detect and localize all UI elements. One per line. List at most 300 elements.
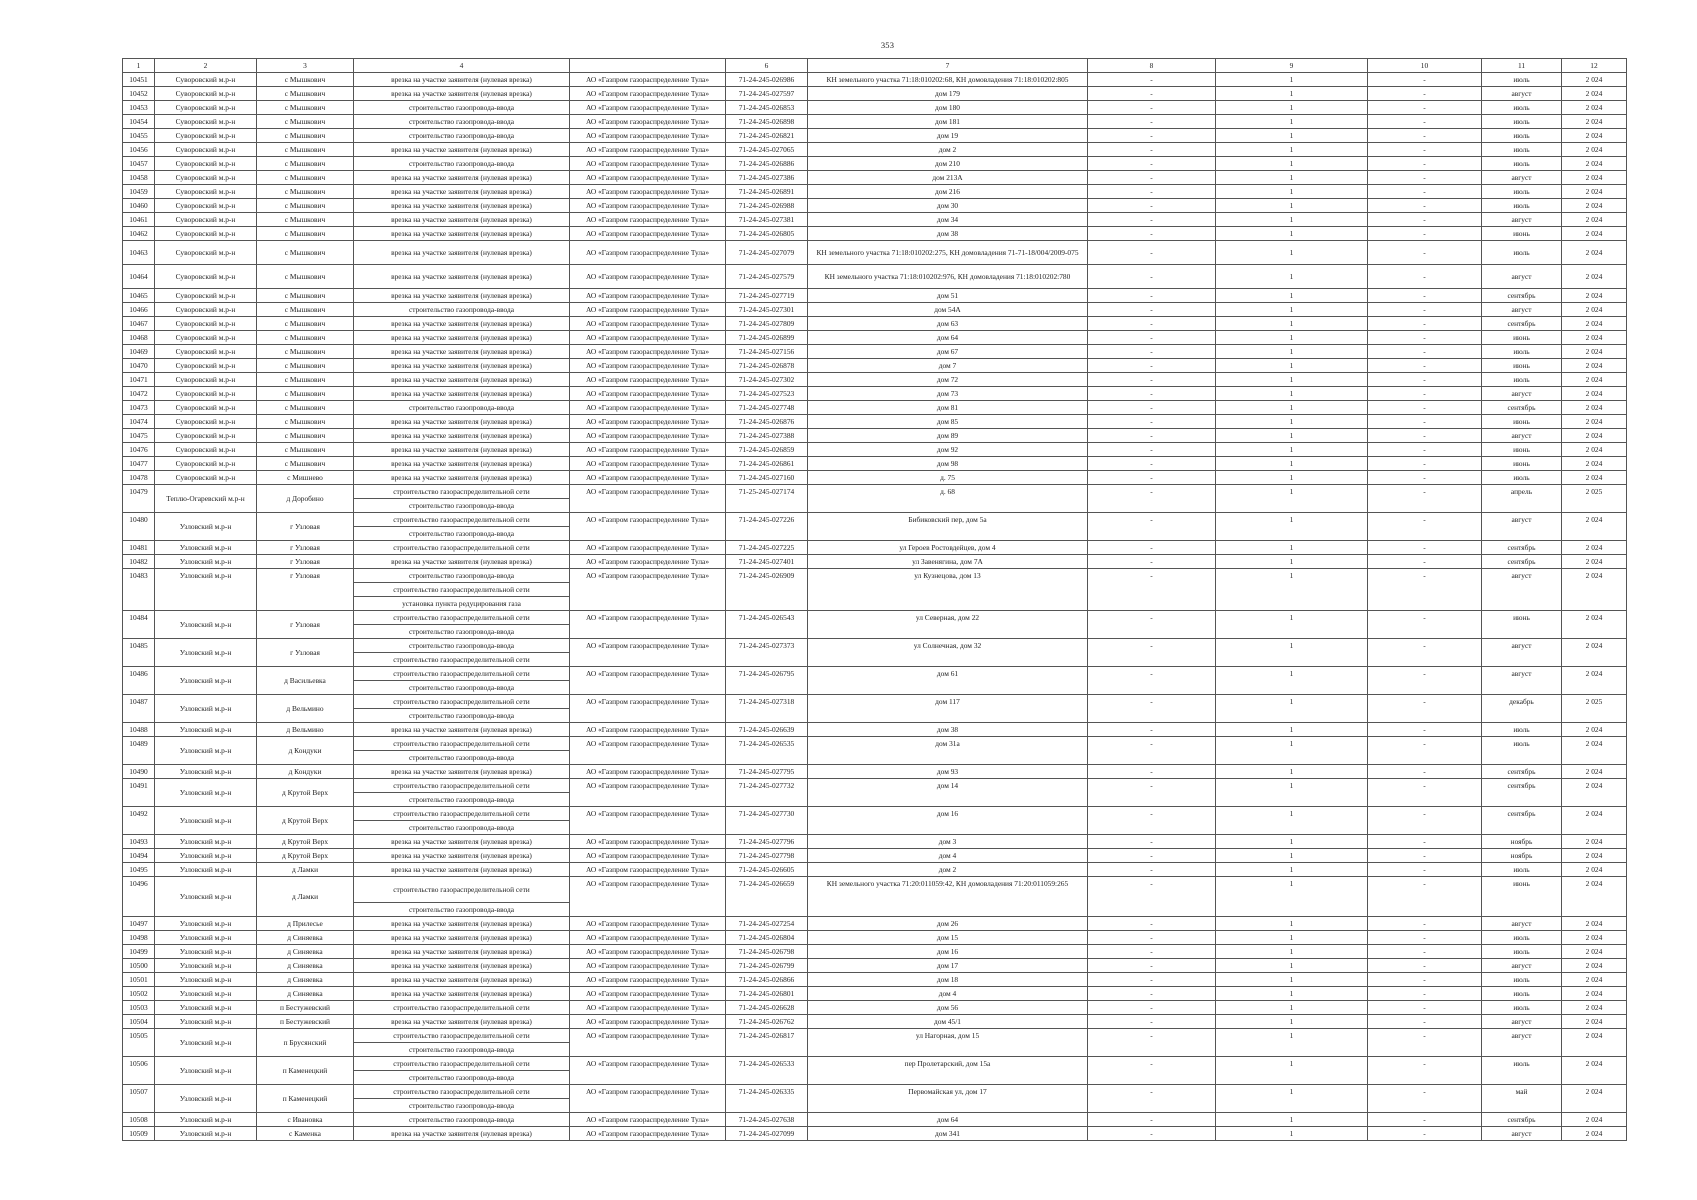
row-number: 10493 bbox=[123, 835, 155, 849]
organization: АО «Газпром газораспределение Тула» bbox=[570, 973, 726, 987]
col-8: - bbox=[1088, 667, 1216, 695]
year: 2 024 bbox=[1562, 87, 1627, 101]
work-type: строительство газопровода-ввода bbox=[354, 625, 570, 639]
organization: АО «Газпром газораспределение Тула» bbox=[570, 611, 726, 639]
address: дом 92 bbox=[808, 443, 1088, 457]
quantity: 1 bbox=[1216, 199, 1368, 213]
request-code: 71-24-245-026861 bbox=[726, 457, 808, 471]
work-type: врезка на участке заявителя (нулевая врезка) bbox=[354, 185, 570, 199]
settlement: г Узловая bbox=[257, 555, 354, 569]
table-row bbox=[123, 387, 1627, 401]
work-type: врезка на участке заявителя (нулевая врезка) bbox=[354, 959, 570, 973]
work-type: строительство газораспределительной сети bbox=[354, 485, 570, 499]
district: Узловский м.р-н bbox=[155, 931, 257, 945]
col-10: - bbox=[1368, 359, 1482, 373]
col-8: - bbox=[1088, 87, 1216, 101]
address: КН земельного участка 71:20:011059:42, КН домовладения 71:20:011059:265 bbox=[808, 877, 1088, 917]
month: сентябрь bbox=[1482, 401, 1562, 415]
table-row bbox=[123, 541, 1627, 555]
year: 2 024 bbox=[1562, 157, 1627, 171]
work-type: врезка на участке заявителя (нулевая врезка) bbox=[354, 73, 570, 87]
organization: АО «Газпром газораспределение Тула» bbox=[570, 987, 726, 1001]
year: 2 024 bbox=[1562, 555, 1627, 569]
year: 2 024 bbox=[1562, 737, 1627, 765]
month: июль bbox=[1482, 723, 1562, 737]
settlement: с Мышкович bbox=[257, 87, 354, 101]
address: дом 67 bbox=[808, 345, 1088, 359]
col-10: - bbox=[1368, 569, 1482, 611]
col-10: - bbox=[1368, 541, 1482, 555]
settlement: д Ламки bbox=[257, 863, 354, 877]
address: дом 72 bbox=[808, 373, 1088, 387]
address: дом 16 bbox=[808, 807, 1088, 835]
work-type: врезка на участке заявителя (нулевая врезка) bbox=[354, 973, 570, 987]
table-row bbox=[123, 289, 1627, 303]
year: 2 024 bbox=[1562, 569, 1627, 611]
organization: АО «Газпром газораспределение Тула» bbox=[570, 73, 726, 87]
organization: АО «Газпром газораспределение Тула» bbox=[570, 129, 726, 143]
table-row bbox=[123, 513, 1627, 527]
district: Суворовский м.р-н bbox=[155, 87, 257, 101]
year: 2 024 bbox=[1562, 241, 1627, 265]
request-code: 71-24-245-027301 bbox=[726, 303, 808, 317]
table-row bbox=[123, 471, 1627, 485]
year: 2 024 bbox=[1562, 863, 1627, 877]
settlement: с Мышкович bbox=[257, 185, 354, 199]
district: Узловский м.р-н bbox=[155, 513, 257, 541]
address: КН земельного участка 71:18:010202:275, КН домовладения 71-71-18/004/2009-075 bbox=[808, 241, 1088, 265]
district: Узловский м.р-н bbox=[155, 973, 257, 987]
address: дом 38 bbox=[808, 723, 1088, 737]
month: сентябрь bbox=[1482, 807, 1562, 835]
district: Узловский м.р-н bbox=[155, 835, 257, 849]
col-10: - bbox=[1368, 863, 1482, 877]
col-10: - bbox=[1368, 765, 1482, 779]
year: 2 024 bbox=[1562, 541, 1627, 555]
work-type: строительство газопровода-ввода bbox=[354, 499, 570, 513]
request-code: 71-24-245-027386 bbox=[726, 171, 808, 185]
table-row bbox=[123, 401, 1627, 415]
quantity: 1 bbox=[1216, 639, 1368, 667]
row-number: 10506 bbox=[123, 1057, 155, 1085]
settlement: с Мышкович bbox=[257, 115, 354, 129]
organization: АО «Газпром газораспределение Тула» bbox=[570, 835, 726, 849]
col-8: - bbox=[1088, 415, 1216, 429]
col-8: - bbox=[1088, 835, 1216, 849]
organization: АО «Газпром газораспределение Тула» bbox=[570, 241, 726, 265]
settlement: д Кондуки bbox=[257, 765, 354, 779]
address: дом 51 bbox=[808, 289, 1088, 303]
year: 2 024 bbox=[1562, 345, 1627, 359]
organization: АО «Газпром газораспределение Тула» bbox=[570, 373, 726, 387]
col-8: - bbox=[1088, 471, 1216, 485]
organization: АО «Газпром газораспределение Тула» bbox=[570, 569, 726, 611]
row-number: 10468 bbox=[123, 331, 155, 345]
table-row bbox=[123, 863, 1627, 877]
settlement: с Мышкович bbox=[257, 227, 354, 241]
settlement: с Мышкович bbox=[257, 415, 354, 429]
table-row bbox=[123, 73, 1627, 87]
quantity: 1 bbox=[1216, 569, 1368, 611]
col-10: - bbox=[1368, 303, 1482, 317]
col-header-4: 4 bbox=[354, 59, 570, 73]
register-body bbox=[123, 73, 1627, 1141]
month: август bbox=[1482, 513, 1562, 541]
row-number: 10460 bbox=[123, 199, 155, 213]
settlement: д Синяевка bbox=[257, 945, 354, 959]
work-type: строительство газопровода-ввода bbox=[354, 681, 570, 695]
table-row bbox=[123, 143, 1627, 157]
work-type: строительство газопровода-ввода bbox=[354, 1071, 570, 1085]
work-type: строительство газопровода-ввода bbox=[354, 1043, 570, 1057]
row-number: 10463 bbox=[123, 241, 155, 265]
address: дом 18 bbox=[808, 973, 1088, 987]
settlement: с Мышкович bbox=[257, 373, 354, 387]
row-number: 10464 bbox=[123, 265, 155, 289]
col-8: - bbox=[1088, 115, 1216, 129]
request-code: 71-24-245-026795 bbox=[726, 667, 808, 695]
settlement: д Синяевка bbox=[257, 987, 354, 1001]
organization: АО «Газпром газораспределение Тула» bbox=[570, 555, 726, 569]
col-10: - bbox=[1368, 143, 1482, 157]
quantity: 1 bbox=[1216, 945, 1368, 959]
settlement: с Мышкович bbox=[257, 73, 354, 87]
district: Суворовский м.р-н bbox=[155, 317, 257, 331]
settlement: п Каменецкий bbox=[257, 1085, 354, 1113]
table-row bbox=[123, 171, 1627, 185]
quantity: 1 bbox=[1216, 611, 1368, 639]
month: август bbox=[1482, 303, 1562, 317]
settlement: с Мышкович bbox=[257, 101, 354, 115]
quantity: 1 bbox=[1216, 471, 1368, 485]
organization: АО «Газпром газораспределение Тула» bbox=[570, 101, 726, 115]
quantity: 1 bbox=[1216, 359, 1368, 373]
table-row bbox=[123, 331, 1627, 345]
col-8: - bbox=[1088, 199, 1216, 213]
col-10: - bbox=[1368, 959, 1482, 973]
work-type: врезка на участке заявителя (нулевая врезка) bbox=[354, 765, 570, 779]
col-8: - bbox=[1088, 359, 1216, 373]
quantity: 1 bbox=[1216, 917, 1368, 931]
organization: АО «Газпром газораспределение Тула» bbox=[570, 443, 726, 457]
district: Суворовский м.р-н bbox=[155, 171, 257, 185]
year: 2 024 bbox=[1562, 331, 1627, 345]
district: Узловский м.р-н bbox=[155, 917, 257, 931]
district: Суворовский м.р-н bbox=[155, 143, 257, 157]
table-row bbox=[123, 779, 1627, 793]
district: Узловский м.р-н bbox=[155, 639, 257, 667]
quantity: 1 bbox=[1216, 289, 1368, 303]
request-code: 71-24-245-027254 bbox=[726, 917, 808, 931]
quantity: 1 bbox=[1216, 373, 1368, 387]
settlement: с Мышкович bbox=[257, 289, 354, 303]
col-10: - bbox=[1368, 373, 1482, 387]
month: август bbox=[1482, 265, 1562, 289]
col-10: - bbox=[1368, 973, 1482, 987]
organization: АО «Газпром газораспределение Тула» bbox=[570, 185, 726, 199]
month: июнь bbox=[1482, 877, 1562, 917]
work-type: врезка на участке заявителя (нулевая врезка) bbox=[354, 227, 570, 241]
organization: АО «Газпром газораспределение Тула» bbox=[570, 87, 726, 101]
page-number: 353 bbox=[880, 40, 895, 50]
col-10: - bbox=[1368, 345, 1482, 359]
request-code: 71-24-245-026804 bbox=[726, 931, 808, 945]
table-row bbox=[123, 213, 1627, 227]
table-row bbox=[123, 429, 1627, 443]
year: 2 024 bbox=[1562, 513, 1627, 541]
row-number: 10462 bbox=[123, 227, 155, 241]
month: июнь bbox=[1482, 443, 1562, 457]
district: Узловский м.р-н bbox=[155, 959, 257, 973]
year: 2 024 bbox=[1562, 987, 1627, 1001]
settlement: с Мышкович bbox=[257, 303, 354, 317]
quantity: 1 bbox=[1216, 555, 1368, 569]
quantity: 1 bbox=[1216, 1057, 1368, 1085]
month: ноябрь bbox=[1482, 835, 1562, 849]
col-8: - bbox=[1088, 973, 1216, 987]
quantity: 1 bbox=[1216, 973, 1368, 987]
work-type: врезка на участке заявителя (нулевая врезка) bbox=[354, 373, 570, 387]
month: май bbox=[1482, 1085, 1562, 1113]
request-code: 71-24-245-027156 bbox=[726, 345, 808, 359]
quantity: 1 bbox=[1216, 115, 1368, 129]
year: 2 024 bbox=[1562, 317, 1627, 331]
year: 2 024 bbox=[1562, 185, 1627, 199]
table-row bbox=[123, 737, 1627, 751]
col-header-1: 1 bbox=[123, 59, 155, 73]
col-8: - bbox=[1088, 345, 1216, 359]
request-code: 71-24-245-026886 bbox=[726, 157, 808, 171]
organization: АО «Газпром газораспределение Тула» bbox=[570, 317, 726, 331]
organization: АО «Газпром газораспределение Тула» bbox=[570, 429, 726, 443]
request-code: 71-24-245-026798 bbox=[726, 945, 808, 959]
district: Узловский м.р-н bbox=[155, 667, 257, 695]
request-code: 71-24-245-027401 bbox=[726, 555, 808, 569]
col-8: - bbox=[1088, 303, 1216, 317]
work-type: строительство газораспределительной сети bbox=[354, 1085, 570, 1099]
address: дом 213А bbox=[808, 171, 1088, 185]
request-code: 71-24-245-027719 bbox=[726, 289, 808, 303]
district: Суворовский м.р-н bbox=[155, 429, 257, 443]
request-code: 71-24-245-026909 bbox=[726, 569, 808, 611]
request-code: 71-24-245-026876 bbox=[726, 415, 808, 429]
address: дом 64 bbox=[808, 1113, 1088, 1127]
month: июль bbox=[1482, 129, 1562, 143]
row-number: 10467 bbox=[123, 317, 155, 331]
quantity: 1 bbox=[1216, 73, 1368, 87]
request-code: 71-24-245-027795 bbox=[726, 765, 808, 779]
settlement: г Узловая bbox=[257, 639, 354, 667]
col-10: - bbox=[1368, 835, 1482, 849]
col-8: - bbox=[1088, 1001, 1216, 1015]
request-code: 71-24-245-026853 bbox=[726, 101, 808, 115]
month: июнь bbox=[1482, 227, 1562, 241]
year: 2 024 bbox=[1562, 101, 1627, 115]
year: 2 024 bbox=[1562, 143, 1627, 157]
col-header-7: 7 bbox=[808, 59, 1088, 73]
district: Узловский м.р-н bbox=[155, 555, 257, 569]
address: дом 73 bbox=[808, 387, 1088, 401]
address: д. 68 bbox=[808, 485, 1088, 513]
settlement: д Синяевка bbox=[257, 973, 354, 987]
organization: АО «Газпром газораспределение Тула» bbox=[570, 863, 726, 877]
organization: АО «Газпром газораспределение Тула» bbox=[570, 1127, 726, 1141]
table-row bbox=[123, 1113, 1627, 1127]
organization: АО «Газпром газораспределение Тула» bbox=[570, 345, 726, 359]
month: сентябрь bbox=[1482, 555, 1562, 569]
organization: АО «Газпром газораспределение Тула» bbox=[570, 171, 726, 185]
district: Узловский м.р-н bbox=[155, 1015, 257, 1029]
quantity: 1 bbox=[1216, 331, 1368, 345]
col-10: - bbox=[1368, 1113, 1482, 1127]
district: Узловский м.р-н bbox=[155, 723, 257, 737]
organization: АО «Газпром газораспределение Тула» bbox=[570, 945, 726, 959]
col-8: - bbox=[1088, 443, 1216, 457]
request-code: 71-24-245-027226 bbox=[726, 513, 808, 541]
row-number: 10459 bbox=[123, 185, 155, 199]
quantity: 1 bbox=[1216, 443, 1368, 457]
table-row bbox=[123, 457, 1627, 471]
month: сентябрь bbox=[1482, 1113, 1562, 1127]
address: дом 2 bbox=[808, 143, 1088, 157]
address: дом 30 bbox=[808, 199, 1088, 213]
month: июль bbox=[1482, 471, 1562, 485]
quantity: 1 bbox=[1216, 171, 1368, 185]
request-code: 71-24-245-027065 bbox=[726, 143, 808, 157]
settlement: с Мышкович bbox=[257, 359, 354, 373]
quantity: 1 bbox=[1216, 513, 1368, 541]
table-row bbox=[123, 723, 1627, 737]
month: июнь bbox=[1482, 611, 1562, 639]
settlement: п Брусянский bbox=[257, 1029, 354, 1057]
year: 2 024 bbox=[1562, 265, 1627, 289]
organization: АО «Газпром газораспределение Тула» bbox=[570, 959, 726, 973]
address: пер Пролетарский, дом 15а bbox=[808, 1057, 1088, 1085]
address: дом 56 bbox=[808, 1001, 1088, 1015]
district: Суворовский м.р-н bbox=[155, 387, 257, 401]
month: июль bbox=[1482, 157, 1562, 171]
district: Суворовский м.р-н bbox=[155, 289, 257, 303]
col-10: - bbox=[1368, 485, 1482, 513]
organization: АО «Газпром газораспределение Тула» bbox=[570, 779, 726, 807]
col-8: - bbox=[1088, 639, 1216, 667]
request-code: 71-24-245-026639 bbox=[726, 723, 808, 737]
col-8: - bbox=[1088, 1029, 1216, 1057]
work-type: строительство газопровода-ввода bbox=[354, 821, 570, 835]
col-10: - bbox=[1368, 73, 1482, 87]
year: 2 025 bbox=[1562, 485, 1627, 513]
address: дом 7 bbox=[808, 359, 1088, 373]
request-code: 71-24-245-027732 bbox=[726, 779, 808, 807]
row-number: 10480 bbox=[123, 513, 155, 541]
work-type: строительство газораспределительной сети bbox=[354, 653, 570, 667]
row-number: 10508 bbox=[123, 1113, 155, 1127]
year: 2 024 bbox=[1562, 835, 1627, 849]
request-code: 71-24-245-026988 bbox=[726, 199, 808, 213]
col-header-11: 11 bbox=[1482, 59, 1562, 73]
address: дом 180 bbox=[808, 101, 1088, 115]
row-number: 10499 bbox=[123, 945, 155, 959]
quantity: 1 bbox=[1216, 317, 1368, 331]
address: дом 63 bbox=[808, 317, 1088, 331]
quantity: 1 bbox=[1216, 415, 1368, 429]
col-8: - bbox=[1088, 695, 1216, 723]
request-code: 71-24-245-026799 bbox=[726, 959, 808, 973]
work-type: строительство газопровода-ввода bbox=[354, 569, 570, 583]
settlement: д Кондуки bbox=[257, 737, 354, 765]
settlement: с Мышкович bbox=[257, 331, 354, 345]
col-10: - bbox=[1368, 331, 1482, 345]
year: 2 024 bbox=[1562, 959, 1627, 973]
row-number: 10471 bbox=[123, 373, 155, 387]
work-type: врезка на участке заявителя (нулевая врезка) bbox=[354, 289, 570, 303]
request-code: 71-24-245-026878 bbox=[726, 359, 808, 373]
row-number: 10455 bbox=[123, 129, 155, 143]
settlement: с Мышкович bbox=[257, 443, 354, 457]
col-8: - bbox=[1088, 555, 1216, 569]
table-row bbox=[123, 317, 1627, 331]
quantity: 1 bbox=[1216, 807, 1368, 835]
work-type: строительство газопровода-ввода bbox=[354, 751, 570, 765]
year: 2 024 bbox=[1562, 765, 1627, 779]
address: дом 4 bbox=[808, 987, 1088, 1001]
address: дом 54А bbox=[808, 303, 1088, 317]
quantity: 1 bbox=[1216, 129, 1368, 143]
organization: АО «Газпром газораспределение Тула» bbox=[570, 415, 726, 429]
quantity: 1 bbox=[1216, 387, 1368, 401]
row-number: 10495 bbox=[123, 863, 155, 877]
col-10: - bbox=[1368, 213, 1482, 227]
col-8: - bbox=[1088, 765, 1216, 779]
col-10: - bbox=[1368, 1015, 1482, 1029]
address: дом 3 bbox=[808, 835, 1088, 849]
year: 2 024 bbox=[1562, 443, 1627, 457]
month: июль bbox=[1482, 987, 1562, 1001]
col-10: - bbox=[1368, 555, 1482, 569]
address: ул Солнечная, дом 32 bbox=[808, 639, 1088, 667]
request-code: 71-24-245-027638 bbox=[726, 1113, 808, 1127]
request-code: 71-24-245-026821 bbox=[726, 129, 808, 143]
district: Суворовский м.р-н bbox=[155, 115, 257, 129]
address: дом 179 bbox=[808, 87, 1088, 101]
row-number: 10498 bbox=[123, 931, 155, 945]
work-type: врезка на участке заявителя (нулевая врезка) bbox=[354, 555, 570, 569]
district: Узловский м.р-н bbox=[155, 569, 257, 611]
address: дом 31а bbox=[808, 737, 1088, 765]
district: Узловский м.р-н bbox=[155, 695, 257, 723]
table-row bbox=[123, 359, 1627, 373]
settlement: с Мышкович bbox=[257, 387, 354, 401]
request-code: 71-24-245-027381 bbox=[726, 213, 808, 227]
work-type: строительство газораспределительной сети bbox=[354, 877, 570, 903]
col-8: - bbox=[1088, 569, 1216, 611]
organization: АО «Газпром газораспределение Тула» bbox=[570, 1001, 726, 1015]
month: сентябрь bbox=[1482, 289, 1562, 303]
address: Первомайская ул, дом 17 bbox=[808, 1085, 1088, 1113]
year: 2 024 bbox=[1562, 639, 1627, 667]
year: 2 024 bbox=[1562, 1127, 1627, 1141]
quantity: 1 bbox=[1216, 485, 1368, 513]
col-10: - bbox=[1368, 115, 1482, 129]
year: 2 024 bbox=[1562, 1001, 1627, 1015]
settlement: с Мышкович bbox=[257, 345, 354, 359]
col-8: - bbox=[1088, 331, 1216, 345]
col-10: - bbox=[1368, 415, 1482, 429]
request-code: 71-24-245-026817 bbox=[726, 1029, 808, 1057]
quantity: 1 bbox=[1216, 457, 1368, 471]
month: июль bbox=[1482, 73, 1562, 87]
request-code: 71-24-245-027388 bbox=[726, 429, 808, 443]
